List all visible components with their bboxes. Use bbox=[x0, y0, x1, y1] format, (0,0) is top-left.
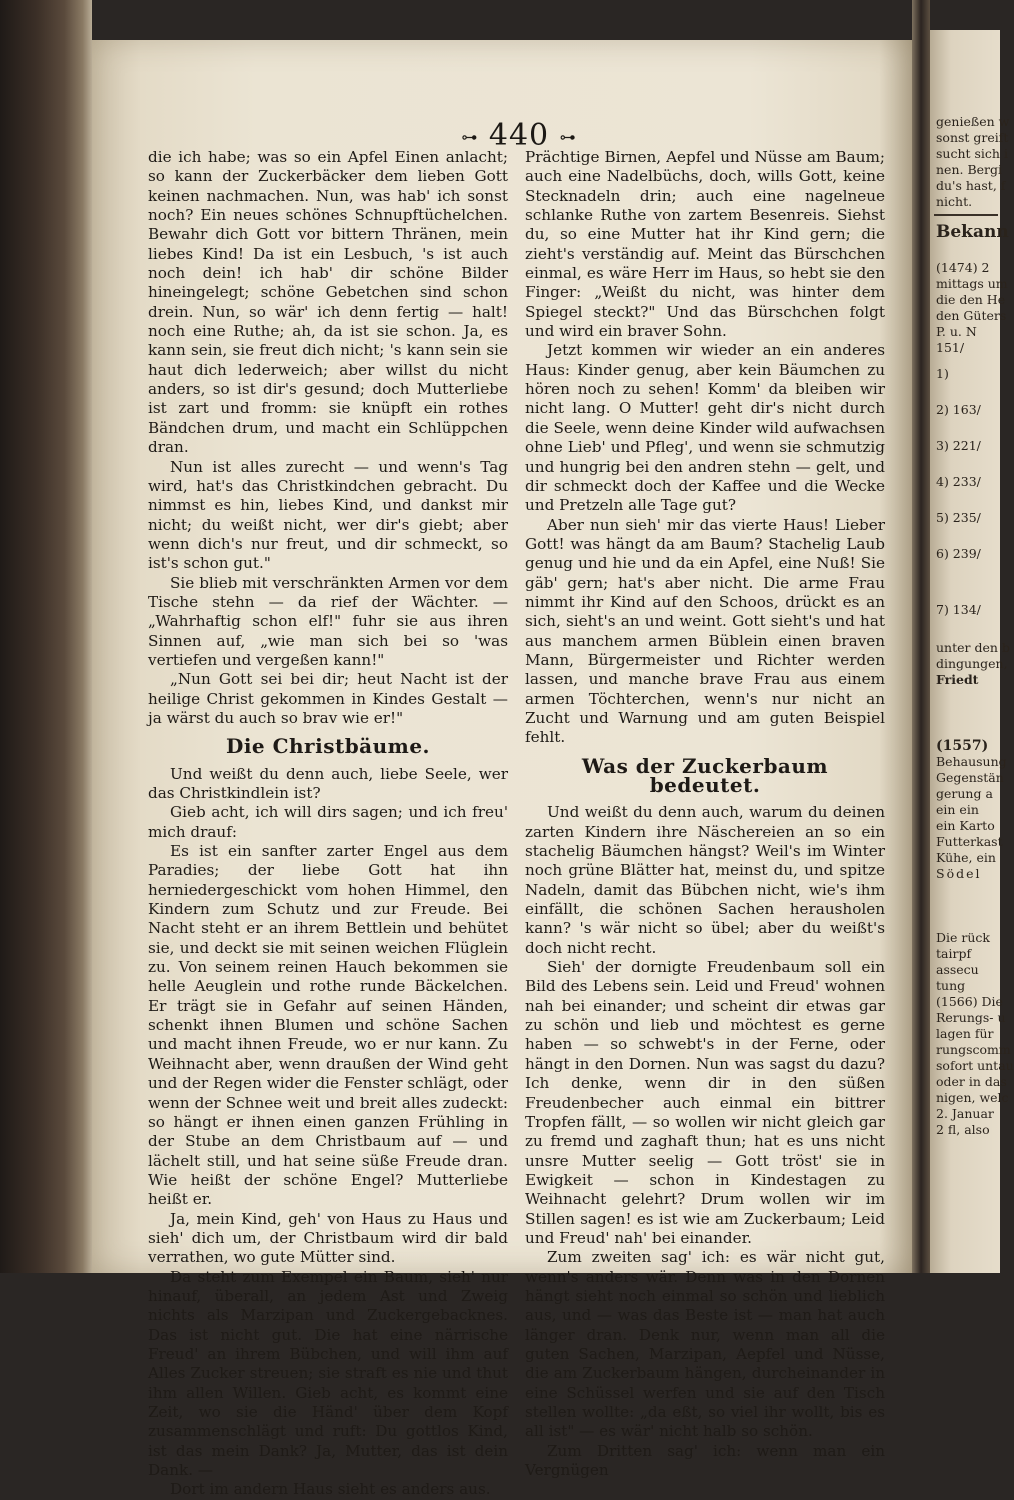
right-column bbox=[525, 148, 885, 1480]
facing-line: (1566) Die bbox=[936, 994, 1003, 1009]
facing-line: Futterkast bbox=[936, 834, 1003, 849]
paragraph: Sie blieb mit verschränkten Armen vor dem Tische stehn — da rief der Wächter. — „Wahrhaftig schon elf!" fuhr sie aus ihren Sinnen auf, „wie man sich bei so 'was vertiefen und vergeßen kann!" bbox=[148, 573, 508, 669]
facing-line: ein Karto bbox=[936, 818, 995, 833]
paragraph: Und weißt du denn auch, warum du deinen zarten Kindern ihre Näschereien an so ein stachelig Bäumchen hängst? Weil's im Winter noch grüne Blätter hat, meinst du, und spitze Nadeln, damit das Bübchen nicht, wie's ihm einfällt, die schönen Sachen herausholen kann? 's wär nicht so übel; aber du weißt's doch nicht recht. bbox=[525, 803, 885, 957]
facing-line: Gegenstän bbox=[936, 770, 1004, 785]
facing-line: lagen für bbox=[936, 1026, 994, 1041]
ornament-left: ⊶ bbox=[461, 127, 479, 147]
facing-line: gerung a bbox=[936, 786, 993, 801]
paragraph: Zum zweiten sag' ich: es wär nicht gut, wenn's anders wär. Denn was in den Dornen hängt sieht noch einmal so schön und lieblich aus, und — was das Beste ist — man hat auch länger dran. Denk nur, wenn man all die guten Sachen, Marzipan, Aepfel und Nüsse, die am Zuckerbaum hängen, durcheinander in eine Schüssel werfen und sie auf den Tisch stellen wollte: „da eßt, so viel ihr wollt, bis es all ist" — es wär' nicht halb so schön. bbox=[525, 1248, 885, 1441]
paragraph: Zum Dritten sag' ich: wenn man ein Vergnügen bbox=[525, 1441, 885, 1480]
facing-list-item: 1) bbox=[936, 366, 949, 381]
facing-line: Friedt bbox=[936, 672, 979, 687]
facing-line: ein ein bbox=[936, 802, 979, 817]
facing-line: (1557) bbox=[936, 738, 989, 754]
facing-line: nicht. bbox=[936, 194, 973, 209]
facing-list-item: 5) 235/ bbox=[936, 510, 981, 525]
facing-line: dingungen, bbox=[936, 656, 1008, 671]
facing-line: (1474) 2 bbox=[936, 260, 990, 275]
facing-line: Die rück bbox=[936, 930, 990, 945]
paragraph: Dort im andern Haus sieht es anders aus. bbox=[170, 1480, 491, 1499]
facing-line: sonst greift bbox=[936, 130, 1009, 145]
facing-line: nigen, welc bbox=[936, 1090, 1009, 1105]
book-spine-left bbox=[0, 0, 92, 1273]
facing-after-list bbox=[930, 640, 1010, 688]
paragraph: Ja, mein Kind, geh' von Haus zu Haus und sieh' dich um, der Christbaum wird dir bald verrathen, wo gute Mütter sind. bbox=[148, 1209, 508, 1267]
facing-line: Kühe, ein bbox=[936, 850, 996, 865]
left-column bbox=[148, 148, 508, 1500]
facing-line: rungscomm bbox=[936, 1042, 1011, 1057]
facing-line: 2. Januar bbox=[936, 1106, 994, 1121]
paragraph: Prächtige Birnen, Aepfel und Nüsse am Baum; auch eine Nadelbüchs, doch, wills Gott, keine Stecknadeln drin; auch eine nagelneue schlanke Ruthe von zartem Besenreis. Siehst du, so eine Mutter hat ihr Kind gern; die zieht's verständig auf. Meint das Bürschchen einmal, es wäre Herr im Haus, so hebt sie den Finger: „Weißt du nicht, was hinter dem Spiegel steckt?" Und das Bürschchen folgt und wird ein braver Sohn. bbox=[525, 148, 885, 341]
paragraph: Und weißt du denn auch, liebe Seele, wer das Christkindlein ist? bbox=[148, 764, 508, 802]
facing-list bbox=[930, 356, 1000, 628]
facing-line: mittags um bbox=[936, 276, 1008, 291]
facing-line: oder in das bbox=[936, 1074, 1007, 1089]
paragraph: die ich habe; was so ein Apfel Einen anlacht; so kann der Zuckerbäcker dem lieben Gott keinen nachmachen. Nun, was hab' ich sonst noch? Ein neues schönes Schnupftüchelchen. Bewahr dich Gott vor bittern Thränen, mein liebes Kind! Da ist ein Lesbuch, 's ist auch noch dein! ich hab' dir schöne Bilder hineingelegt; schöne Gebetchen sind schon drein. Nun, so wär' ich denn fertig — halt! noch eine Ruthe; ah, da ist sie schon. Ja, es kann sein, sie freut dich nicht; 's kann sein sie haut dich lederweich; aber willst du nicht anders, so ist dir's gesund; doch Mutterliebe ist zart und fromm: sie knüpft ein rothes Bändchen drum, und macht ein Schlüppchen dran. bbox=[148, 148, 508, 457]
facing-line: 2 fl, also bbox=[936, 1122, 990, 1137]
facing-line: assecu bbox=[936, 962, 979, 977]
facing-entry-1557 bbox=[930, 738, 1007, 882]
facing-line: die den He bbox=[936, 292, 1006, 307]
paragraph: „Nun Gott sei bei dir; heut Nacht ist der heilige Christ gekommen in Kindes Gestalt — ja wärst du auch so brav wie er!" bbox=[148, 670, 508, 727]
facing-line: tung bbox=[936, 978, 966, 993]
facing-line: 151/ bbox=[936, 340, 965, 355]
paragraph: Jetzt kommen wir wieder an ein anderes Haus: Kinder genug, aber kein Bäumchen zu hören noch zu sehen! Komm' da bleiben wir nicht lang. O Mutter! geht dir's nicht durch die Seele, wenn deine Kinder wild aufwachsen ohne Lieb' und Pfleg', und wenn sie schmutzig und hungrig bei den andren stehn — gelt, und dir schmeckt doch der Kaffee und die Wecke und Pretzeln alle Tage gut? bbox=[525, 341, 885, 515]
paragraph: Nun ist alles zurecht — und wenn's Tag wird, hat's das Christkindchen gebracht. Du nimmst es hin, liebes Kind, und dankst mir nicht; du weißt nicht, wer dir's giebt; aber wenn dich's nur freut, und dir schmeckt, so ist's schon gut." bbox=[148, 457, 508, 573]
facing-list-item: 4) 233/ bbox=[936, 474, 981, 489]
facing-list-item: 2) 163/ bbox=[936, 402, 981, 417]
paragraph: Es ist ein sanfter zarter Engel aus dem Paradies; der liebe Gott hat ihn herniedergeschickt vom hohen Himmel, den Kindern zum Schutz und zur Freude. Bei Nacht steht er an ihrem Bettlein und behütet sie, und deckt sie mit seinen weichen Flüglein zu. Von seinem reinen Hauch bekommen sie helle Aeuglein und rothe runde Bäckelchen. Er trägt sie in Gefahr auf seinen Händen, schenkt ihnen Blumen und schöne Sachen und macht ihnen Freude, wo er nur kann. Zu Weihnacht aber, wenn draußen der Wind geht und der Regen wider die Fenster schlägt, oder wenn der Schnee weit und breit alles zudeckt: so hängt er ihnen einen ganzen Frühling in der Stube an dem Christbaum auf — und lächelt still, und hat seine süße Freude dran. Wie heißt der schöne Engel? Mutterliebe heißt er. bbox=[148, 842, 508, 1209]
facing-line: sucht sich i bbox=[936, 146, 1008, 161]
paragraph: Aber nun sieh' mir das vierte Haus! Lieber Gott! was hängt da am Baum? Stachelig Laub genug und hie und da ein Apfel, eine Nuß! Sie gäb' gern; hat's aber nicht. Die arme Frau nimmt ihr Kind auf den Schoos, drückt es an sich, sieht's an und weint. Gott sieht's und hat aus manchem armen Büblein einen braven Mann, Bürgermeister und Richter werden lassen, und manche brave Frau aus einem armen Töchterchen, wenn's nur nicht an Zucht und Warnung und am guten Beispiel fehlt. bbox=[525, 515, 885, 747]
facing-line: unter den b bbox=[936, 640, 1010, 655]
paragraph: Da steht zum Exempel ein Baum, sieh' nur hinauf, überall, an jedem Ast und Zweig nichts als Marzipan und Zuckergebacknes. Das ist nicht gut. Die hat eine närrische Freud' an ihrem Bübchen, und will ihm auf Alles Zucker streuen; sie straft es nie und thut ihm allen Willen. Gieb acht, es kommt eine Zeit, wo sie die Händ' über dem Kopf zusammenschlägt und ruft: Du gottlos Kind, ist das mein Dank? Ja, Mutter, das ist dein Dank. — bbox=[148, 1267, 508, 1480]
section-title: Die Christbäume. bbox=[225, 734, 431, 759]
facing-heading: Bekann bbox=[936, 222, 1009, 242]
facing-line: Rerungs- u bbox=[936, 1010, 1006, 1025]
facing-list-item: 7) 134/ bbox=[936, 602, 981, 617]
facing-line: du's hast, f bbox=[936, 178, 1006, 193]
page-number: 440 bbox=[488, 118, 550, 153]
paragraph: Gieb acht, ich will dirs sagen; und ich freu' mich drauf: bbox=[148, 803, 508, 841]
facing-line: genießen w bbox=[936, 114, 1010, 129]
facing-line: sofort untau bbox=[936, 1058, 1014, 1073]
facing-top-lines bbox=[930, 114, 1010, 210]
section-title: Was der Zuckerbaum bedeutet. bbox=[581, 753, 829, 797]
book-gutter bbox=[912, 0, 930, 1273]
facing-line: Södel bbox=[936, 866, 982, 881]
facing-rule bbox=[934, 214, 998, 216]
facing-line: tairpf bbox=[936, 946, 972, 961]
facing-list-item: 3) 221/ bbox=[936, 438, 981, 453]
facing-entry-1566 bbox=[930, 930, 1014, 1138]
facing-line: P. u. N bbox=[936, 324, 977, 339]
facing-entry-1474 bbox=[930, 260, 1008, 356]
paragraph: Sieh' der dornigte Freudenbaum soll ein Bild des Lebens sein. Leid und Freud' wohnen nah bei einander; und scheint dir etwas gar zu schön und lieb und möchtest es gerne haben — so schwebt's in der Ferne, oder hängt in den Dornen. Nun was sagst du dazu? Ich denke, wenn dir in den süßen Freudenbecher auch einmal ein bittrer Tropfen fällt, — so wollen wir nicht gleich gar zu fremd und zaghaft thun; hat es uns nicht unsre Mutter seelig — Gott tröst' sie in Ewigkeit — schon in Kindestagen zu Weihnacht gelehrt? Drum wollen wir im Stillen sagen! es ist wie am Zuckerbaum; Leid und Freud' nah' bei einander. bbox=[525, 958, 885, 1247]
facing-line: Behausung bbox=[936, 754, 1007, 769]
ornament-right: ⊶ bbox=[559, 127, 577, 147]
facing-line: nen. Bergi bbox=[936, 162, 1003, 177]
facing-list-item: 6) 239/ bbox=[936, 546, 981, 561]
facing-page bbox=[930, 30, 1014, 1273]
facing-line: den Güters bbox=[936, 308, 1007, 323]
